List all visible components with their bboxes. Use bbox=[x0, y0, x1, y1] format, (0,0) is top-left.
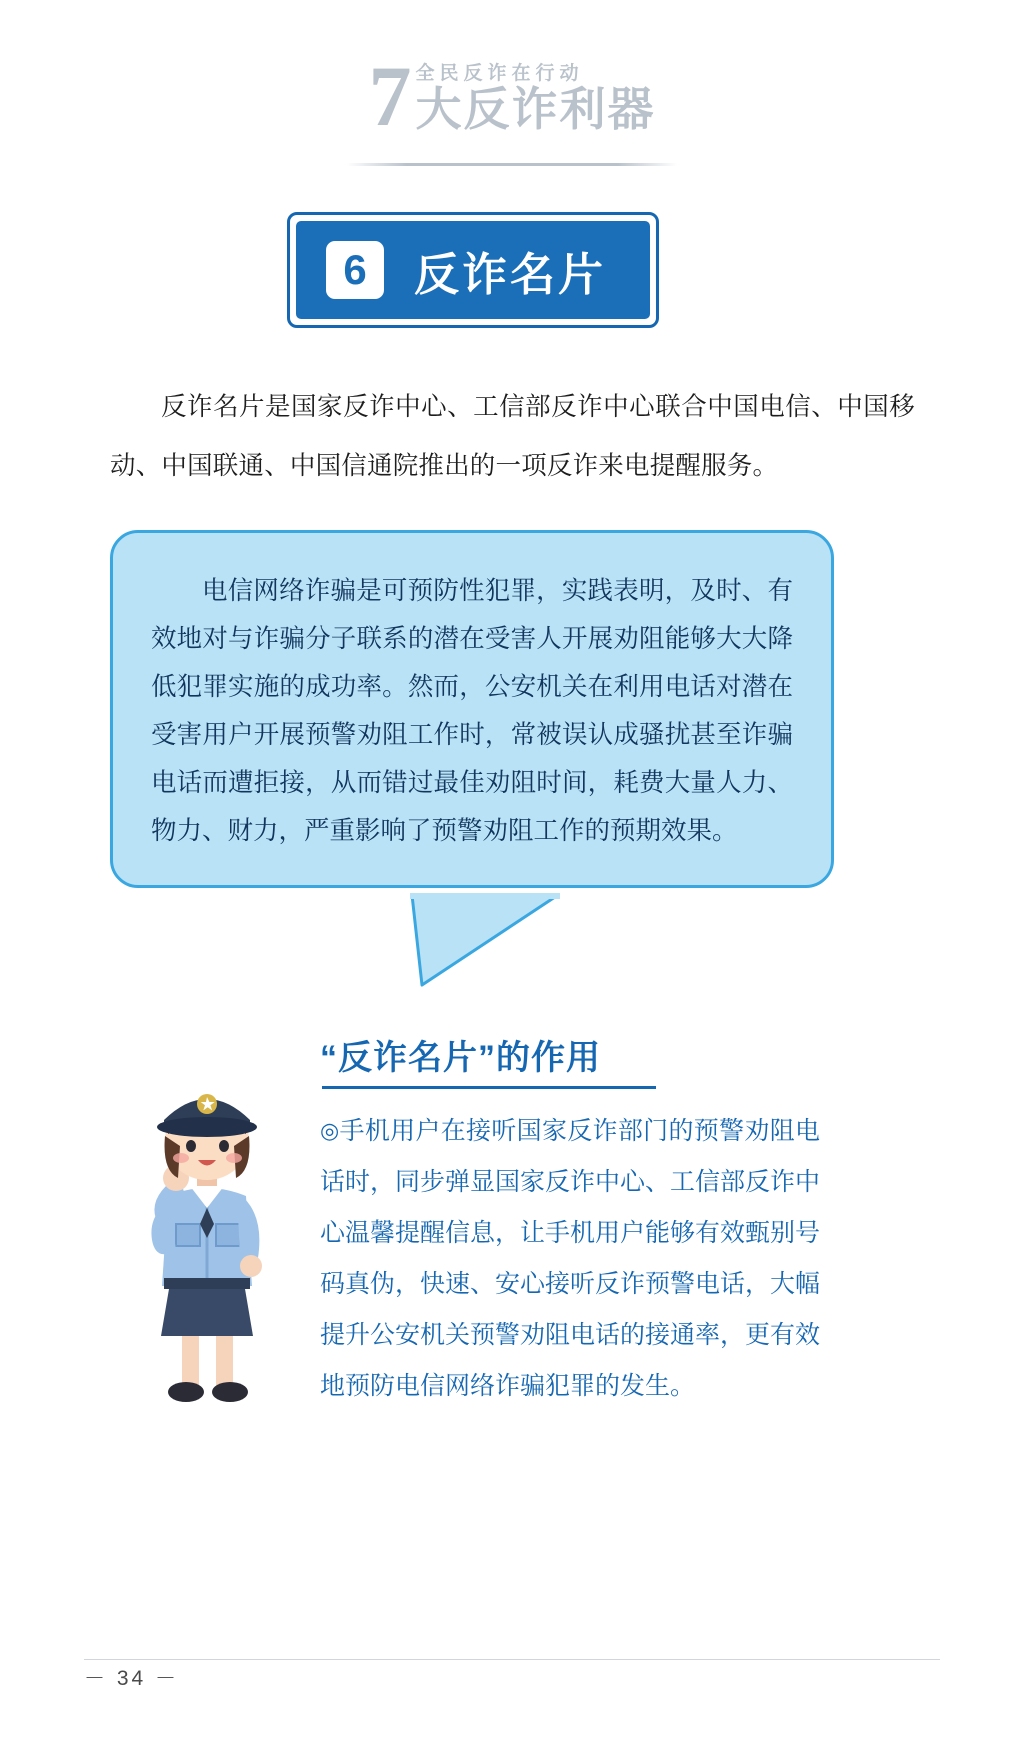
masthead bbox=[0, 48, 1024, 168]
masthead-divider bbox=[347, 163, 677, 166]
intro-paragraph: 反诈名片是国家反诈中心、工信部反诈中心联合中国电信、中国移动、中国联通、中国信通院推出的一项反诈来电提醒服务。 bbox=[110, 393, 915, 480]
section-banner-fill bbox=[296, 221, 650, 319]
speech-bubble-text: 电信网络诈骗是可预防性犯罪，实践表明，及时、有效地对与诈骗分子联系的潜在受害人开展劝阻能够大大降低犯罪实施的成功率。然而，公安机关在利用电话对潜在受害用户开展预警劝阻工作时，常被误认成骚扰甚至诈骗电话而遭拒接，从而错过最佳劝阻时间，耗费大量人力、物力、财力，严重影响了预警劝阻工作的预期效果。 bbox=[151, 577, 793, 845]
section-heading-underline bbox=[322, 1086, 656, 1089]
masthead-inner bbox=[0, 48, 1024, 145]
page-number: － 34 － bbox=[84, 1667, 180, 1690]
section-body bbox=[320, 1105, 820, 1412]
section-banner-title: 反诈名片 bbox=[414, 248, 607, 300]
masthead-text-group bbox=[416, 58, 656, 133]
footer-divider bbox=[84, 1659, 940, 1660]
speech-bubble bbox=[110, 530, 834, 888]
bullet-icon: ◎ bbox=[320, 1118, 340, 1143]
section-banner bbox=[287, 212, 659, 328]
speech-bubble-tail-icon bbox=[410, 893, 560, 988]
masthead-title: 大反诈利器 bbox=[415, 84, 656, 135]
section-heading: “反诈名片”的作用 bbox=[320, 1039, 601, 1077]
masthead-number: 7 bbox=[368, 48, 410, 145]
police-officer-illustration bbox=[112, 1028, 302, 1418]
section-body-text: 手机用户在接听国家反诈部门的预警劝阻电话时，同步弹显国家反诈中心、工信部反诈中心温馨提醒信息，让手机用户能够有效甄别号码真伪，快速、安心接听反诈预警电话，大幅提升公安机关预警劝阻电话的接通率，更有效地预防电信网络诈骗犯罪的发生。 bbox=[320, 1117, 821, 1400]
section-number-badge: 6 bbox=[326, 241, 384, 299]
masthead-subtitle: 全民反诈在行动 bbox=[415, 63, 584, 84]
